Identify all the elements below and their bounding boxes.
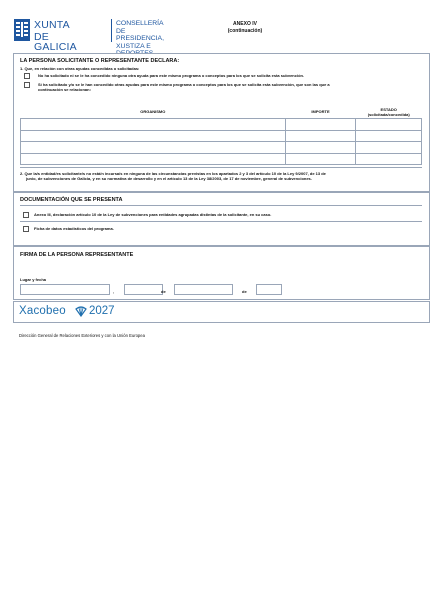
section-divider <box>20 167 422 168</box>
estado-cell[interactable] <box>356 142 422 154</box>
option-b-checkbox[interactable] <box>24 82 30 88</box>
aid-table <box>20 105 422 165</box>
importe-cell[interactable] <box>285 119 356 131</box>
dept-line3: XUSTIZA E <box>116 42 151 50</box>
point-2-text <box>20 171 326 181</box>
section-divider <box>20 205 422 206</box>
dept-line1: CONSELLERÍA DE <box>116 20 164 35</box>
table-row <box>21 130 422 142</box>
doc-item2-checkbox[interactable] <box>23 226 29 232</box>
estado-cell[interactable] <box>356 153 422 165</box>
table-row <box>21 153 422 165</box>
place-field[interactable] <box>20 284 110 295</box>
organismo-cell[interactable] <box>21 130 286 142</box>
place-date-label: Lugar y fecha <box>20 277 47 282</box>
table-row <box>21 142 422 154</box>
logo-divider <box>111 19 112 42</box>
declaration-section <box>13 53 430 192</box>
option-a-checkbox[interactable] <box>24 73 30 79</box>
month-field[interactable] <box>174 284 233 295</box>
option-b-line2: continuación se relacionan: <box>38 87 91 93</box>
page-header <box>0 0 439 53</box>
xacobeo-banner <box>13 301 430 323</box>
doc-item2-text: Ficha de datos estadísticos del programa. <box>34 226 114 231</box>
importe-cell[interactable] <box>285 130 356 142</box>
scallop-shell-icon <box>75 305 87 317</box>
logo-name <box>34 20 77 52</box>
doc-item1-checkbox[interactable] <box>23 212 29 218</box>
column-header-organismo: ORGANISMO <box>21 105 286 119</box>
galicia-shield-icon <box>14 19 30 41</box>
column-header-importe: IMPORTE <box>285 105 356 119</box>
signature-section <box>13 246 430 300</box>
point-1-text: 1. Que, en relación con otras ayudas concedidas o solicitadas: <box>20 66 140 71</box>
organismo-cell[interactable] <box>21 142 286 154</box>
de-label-2: de <box>242 289 247 294</box>
dept-line2: PRESIDENCIA, <box>116 35 164 42</box>
estado-cell[interactable] <box>356 130 422 142</box>
footer-text: Dirección General de Relaciones Exteriores y con la Unión Europea <box>19 333 145 338</box>
de-label-1: de <box>161 289 166 294</box>
xacobeo-word: Xacobeo <box>19 305 66 317</box>
day-field[interactable] <box>124 284 163 295</box>
doc-item1-text: Anexo III, declaración artículo 10 de la Ley de subvenciones para entidades agrupadas distintas de la solicitante, en su caso. <box>34 212 272 217</box>
xacobeo-year: 2027 <box>89 305 115 317</box>
point-2-line2: junio, de subvenciones de Galicia, y en su normativa de desarrollo y en el artículo 13 de la Ley 38/2003, de 17 de noviembre, general de subvenciones. <box>26 176 312 182</box>
declaration-title: LA PERSONA SOLICITANTE O REPRESENTANTE DECLARA: <box>20 58 180 64</box>
estado-sublabel: (solicitada/concedida) <box>367 111 410 117</box>
estado-label: ESTADO <box>380 106 397 112</box>
column-header-estado <box>356 105 422 119</box>
importe-cell[interactable] <box>285 153 356 165</box>
annex-heading <box>215 21 275 35</box>
annex-title: ANEXO IV <box>233 21 257 27</box>
year-field[interactable] <box>256 284 282 295</box>
documentation-title: DOCUMENTACIÓN QUE SE PRESENTA <box>20 197 123 203</box>
estado-cell[interactable] <box>356 119 422 131</box>
annex-subtitle: (continuación) <box>227 28 263 34</box>
importe-cell[interactable] <box>285 142 356 154</box>
comma-separator: , <box>113 289 115 294</box>
logo-line2: DE GALICIA <box>34 31 77 53</box>
table-row <box>21 119 422 131</box>
department-name <box>116 20 164 58</box>
organismo-cell[interactable] <box>21 119 286 131</box>
organismo-cell[interactable] <box>21 153 286 165</box>
option-a-text: No ha solicitado ni se le ha concedido ninguna otra ayuda para este mismo programa o conceptos para los que se solicita esta subvención. <box>38 73 305 78</box>
option-b-text <box>38 82 330 92</box>
documentation-section <box>13 192 430 246</box>
section-divider <box>20 221 422 222</box>
point-2-line1: 2. Que la/s entidad/es solicitante/s no está/n incursa/s en ninguna de las circunstancias previstas en los apartados 2 y 3 del artículo 10 de la Ley 9/2007, de 13 de <box>20 171 326 176</box>
option-b-line1: Sí ha solicitado y/o se le han concedido otras ayudas para este mismo programa o conceptos para los que se solicita esta subvención, que son las que a <box>38 82 330 87</box>
signature-title: FIRMA DE LA PERSONA REPRESENTANTE <box>20 252 134 258</box>
logo-line1: XUNTA <box>34 19 70 31</box>
